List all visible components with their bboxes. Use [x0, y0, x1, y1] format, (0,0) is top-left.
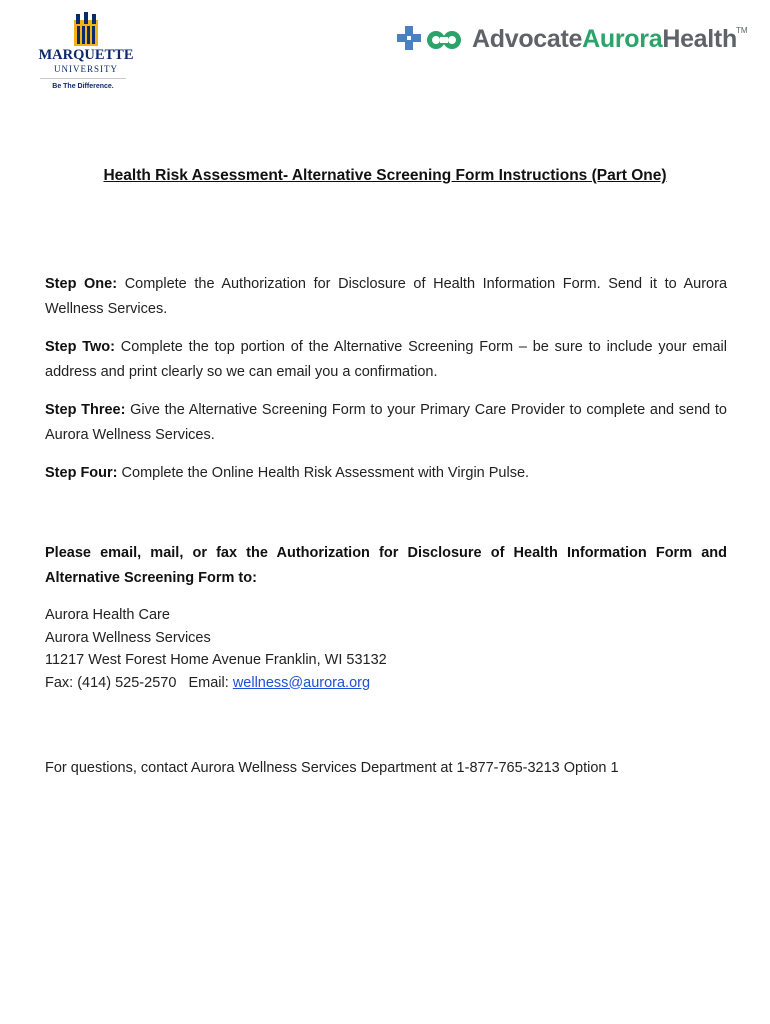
trademark-mark: TM: [736, 26, 748, 35]
advocate-aurora-logo: [396, 20, 756, 60]
wordmark-advocate: Advocate: [472, 25, 583, 53]
step-three: [45, 398, 727, 448]
contact-info: For questions, contact Aurora Wellness Services Department at 1-877-765-3213 Option 1: [45, 760, 619, 776]
step-label: Step Four:: [45, 465, 118, 481]
step-four: [45, 461, 727, 486]
step-label: Step Two:: [45, 339, 115, 355]
fax-email-line: [45, 672, 727, 695]
step-label: Step One:: [45, 276, 118, 292]
marquette-sub: UNIVERSITY: [54, 64, 118, 74]
advocate-aurora-mark-icon: [396, 24, 464, 56]
marquette-name: MARQUETTE: [38, 47, 134, 63]
mailing-address: [45, 604, 727, 694]
step-text: Give the Alternative Screening Form to your Primary Care Provider to complete and send to Aurora Wellness Services.: [45, 402, 727, 443]
marquette-logo: [36, 12, 136, 96]
step-one: [45, 272, 727, 322]
steps-list: [45, 272, 727, 499]
step-two: [45, 335, 727, 385]
fax-number: Fax: (414) 525-2570: [45, 674, 177, 691]
step-text: Complete the Authorization for Disclosure of Health Information Form. Send it to Aurora Wellness Services.: [45, 276, 728, 317]
address-line-1: Aurora Health Care: [45, 607, 170, 623]
address-line-3: 11217 West Forest Home Avenue Franklin, WI 53132: [45, 652, 387, 668]
marquette-divider: [40, 78, 126, 79]
email-label: Email:: [188, 674, 229, 691]
send-instructions: Please email, mail, or fax the Authorization for Disclosure of Health Information Form and Alternative Screening Form to:: [45, 545, 727, 586]
page-title: Health Risk Assessment- Alternative Screening Form Instructions (Part One): [103, 167, 667, 184]
step-label: Step Three:: [45, 402, 126, 418]
address-line-2: Aurora Wellness Services: [45, 629, 211, 646]
wordmark-health: Health: [662, 25, 737, 53]
step-text: Complete the top portion of the Alternative Screening Form – be sure to include your email address and print clearly so we can email you a confirmation.: [45, 339, 727, 380]
step-text: Complete the Online Health Risk Assessment with Virgin Pulse.: [121, 465, 530, 481]
wordmark-aurora: Aurora: [582, 25, 663, 53]
marquette-tagline: Be The Difference.: [52, 83, 114, 90]
marquette-seal-icon: [68, 12, 104, 46]
advocate-aurora-wordmark: [472, 25, 737, 54]
email-link[interactable]: wellness@aurora.org: [232, 674, 371, 691]
